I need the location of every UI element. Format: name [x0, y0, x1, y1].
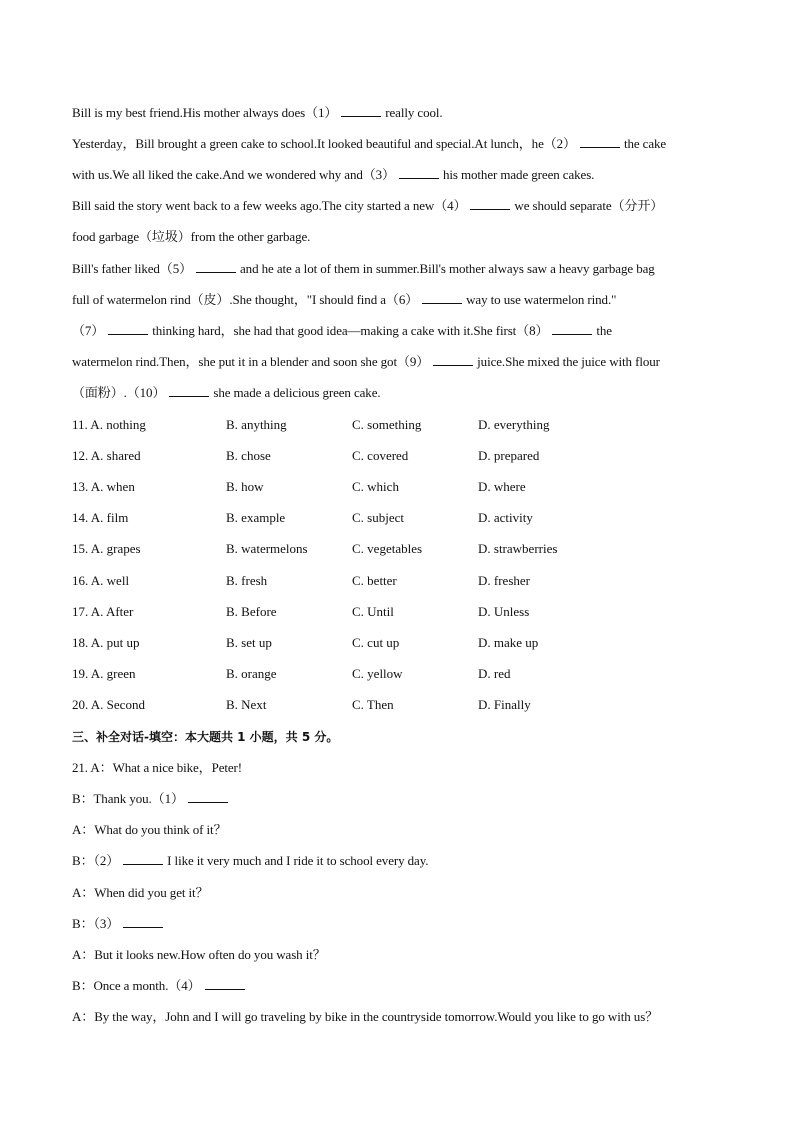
dialogue-line: [72, 821, 226, 839]
line-text: and he ate a lot of them in summer.Bill's mother always saw a heavy garbage bag: [240, 261, 655, 276]
answer-blank[interactable]: [433, 353, 473, 366]
option-a[interactable]: 19. A. green: [72, 665, 136, 681]
answer-blank[interactable]: [552, 322, 592, 335]
option-a[interactable]: 18. A. put up: [72, 634, 140, 650]
dialogue-line: [72, 884, 208, 902]
answer-blank[interactable]: [196, 260, 236, 273]
line-text: B：（3）: [72, 916, 120, 931]
option-d[interactable]: D. strawberries: [478, 541, 558, 557]
option-d[interactable]: D. Unless: [478, 603, 530, 619]
line-text: really cool.: [385, 105, 443, 120]
passage-line: [72, 353, 660, 371]
option-d[interactable]: D. red: [478, 665, 511, 681]
passage-line: [72, 228, 310, 246]
line-text: A：What do you think of it？: [72, 822, 227, 837]
answer-blank[interactable]: [580, 135, 620, 148]
line-text: Bill's father liked（5）: [72, 261, 193, 276]
option-c[interactable]: C. better: [352, 572, 397, 588]
line-text: A：When did you get it？: [72, 885, 209, 900]
option-b[interactable]: B. how: [226, 479, 264, 495]
option-c[interactable]: C. cut up: [352, 634, 400, 650]
line-text: thinking hard，she had that good idea—making a cake with it.She first（8）: [152, 323, 549, 338]
option-c[interactable]: C. covered: [352, 448, 409, 464]
option-c[interactable]: C. subject: [352, 510, 404, 526]
answer-blank[interactable]: [108, 322, 148, 335]
option-b[interactable]: B. orange: [226, 665, 277, 681]
option-b[interactable]: B. chose: [226, 448, 271, 464]
line-text: watermelon rind.Then，she put it in a blender and soon she got（9）: [72, 354, 430, 369]
line-text: Bill is my best friend.His mother always does（1）: [72, 105, 338, 120]
passage-line: [72, 384, 381, 402]
answer-blank[interactable]: [470, 197, 510, 210]
dialogue-line: [72, 977, 249, 995]
option-d[interactable]: D. prepared: [478, 448, 540, 464]
option-b[interactable]: B. example: [226, 510, 286, 526]
line-text: （7）: [72, 323, 105, 338]
line-text: with us.We all liked the cake.And we wondered why and（3）: [72, 167, 395, 182]
option-d[interactable]: D. where: [478, 479, 526, 495]
dialogue-line: [72, 852, 428, 870]
option-a[interactable]: 15. A. grapes: [72, 541, 141, 557]
option-d[interactable]: D. make up: [478, 634, 539, 650]
line-text: she made a delicious green cake.: [213, 385, 381, 400]
option-a[interactable]: 20. A. Second: [72, 696, 145, 712]
line-text: I like it very much and I ride it to school every day.: [167, 853, 429, 868]
answer-blank[interactable]: [399, 166, 439, 179]
line-text: B：Once a month.（4）: [72, 978, 201, 993]
line-text: A：By the way，John and I will go traveling by bike in the countryside tomorrow.Would you like to go with us？: [72, 1009, 659, 1024]
line-text: Bill said the story went back to a few weeks ago.The city started a new（4）: [72, 198, 467, 213]
option-a[interactable]: 17. A. After: [72, 603, 134, 619]
option-c[interactable]: C. which: [352, 479, 399, 495]
line-text: （面粉）.（10）: [72, 385, 166, 400]
line-text: A：But it looks new.How often do you wash it？: [72, 947, 326, 962]
option-a[interactable]: 14. A. film: [72, 510, 129, 526]
option-d[interactable]: D. Finally: [478, 696, 531, 712]
option-b[interactable]: B. fresh: [226, 572, 268, 588]
option-b[interactable]: B. anything: [226, 417, 287, 432]
line-text: the cake: [623, 136, 667, 151]
passage-line: [72, 291, 616, 309]
line-text: full of watermelon rind（皮）.She thought，"I should find a（6）: [72, 292, 419, 307]
line-text: juice.She mixed the juice with flour: [477, 354, 660, 369]
line-text: way to use watermelon rind.": [466, 292, 617, 307]
option-d[interactable]: D. activity: [478, 510, 533, 526]
answer-blank[interactable]: [169, 384, 209, 397]
line-text: Yesterday，Bill brought a green cake to school.It looked beautiful and special.At lunch，he（2）: [72, 136, 576, 151]
line-text: 21. A：What a nice bike，Peter!: [72, 760, 243, 775]
line-text: food garbage（垃圾）from the other garbage.: [72, 229, 311, 244]
option-d[interactable]: D. everything: [478, 417, 550, 432]
option-b[interactable]: B. watermelons: [226, 541, 308, 557]
option-b[interactable]: B. Before: [226, 603, 277, 619]
option-b[interactable]: B. set up: [226, 634, 272, 650]
option-c[interactable]: C. vegetables: [352, 541, 423, 557]
line-text: his mother made green cakes.: [442, 167, 595, 182]
answer-blank[interactable]: [123, 852, 163, 865]
line-text: we should separate（分开）: [514, 198, 664, 213]
answer-blank[interactable]: [123, 915, 163, 928]
passage-line: [72, 197, 663, 215]
passage-line: [72, 135, 666, 153]
passage-line: [72, 104, 443, 122]
dialogue-line: [72, 915, 167, 933]
section-title: 三、补全对话-填空：本大题共 1 小题，共 5 分。: [72, 730, 339, 744]
answer-blank[interactable]: [205, 977, 245, 990]
line-text: the: [596, 323, 612, 338]
line-text: B：（2）: [72, 853, 120, 868]
option-a[interactable]: 11. A. nothing: [72, 417, 146, 432]
dialogue-line: [72, 790, 232, 808]
answer-blank[interactable]: [188, 790, 228, 803]
dialogue-line: [72, 946, 326, 964]
line-text: B：Thank you.（1）: [72, 791, 184, 806]
option-a[interactable]: 12. A. shared: [72, 448, 141, 464]
option-c[interactable]: C. yellow: [352, 665, 403, 681]
dialogue-line: [72, 1008, 658, 1026]
answer-blank[interactable]: [341, 104, 381, 117]
answer-blank[interactable]: [422, 291, 462, 304]
option-c[interactable]: C. Until: [352, 603, 394, 619]
option-a[interactable]: 16. A. well: [72, 572, 130, 588]
dialogue-line: [72, 759, 242, 777]
passage-line: [72, 260, 655, 278]
option-d[interactable]: D. fresher: [478, 572, 530, 588]
option-b[interactable]: B. Next: [226, 696, 267, 712]
option-c[interactable]: C. Then: [352, 696, 394, 712]
option-c[interactable]: C. something: [352, 417, 422, 432]
option-a[interactable]: 13. A. when: [72, 479, 135, 495]
passage-line: [72, 166, 594, 184]
passage-line: [72, 322, 612, 340]
